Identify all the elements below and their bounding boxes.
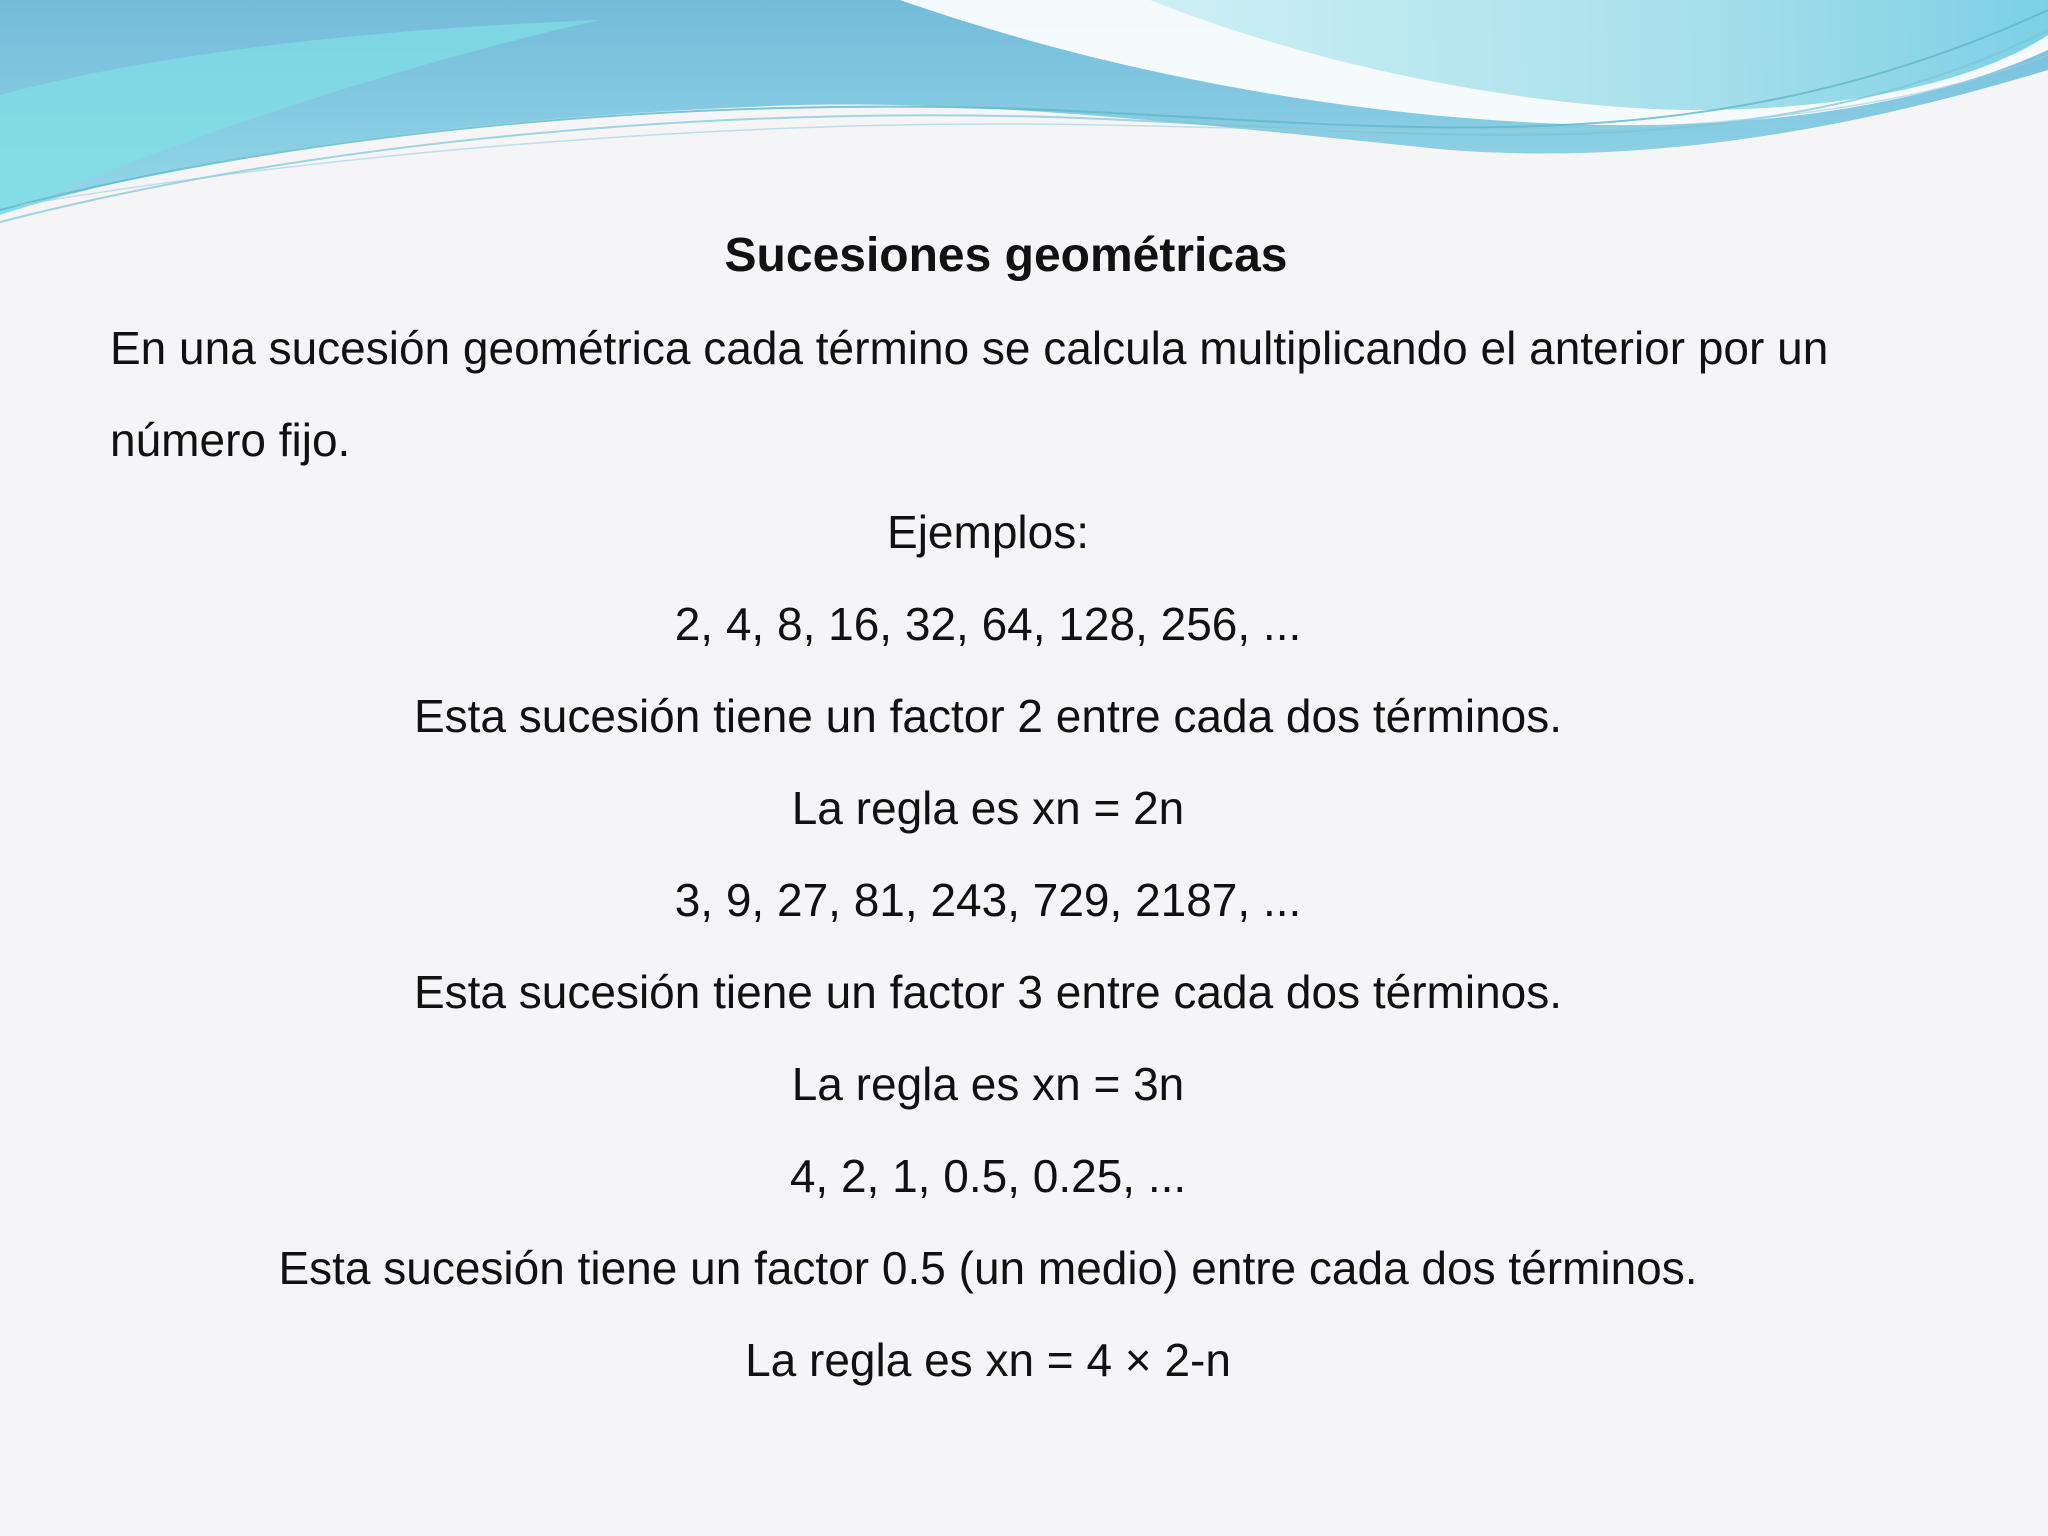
example-3-sequence: 4, 2, 1, 0.5, 0.25, ... [789,1150,1187,1202]
header-wave-decoration [0,0,2048,240]
example-3-rule: La regla es xn = 4 × 2-n [745,1334,1231,1386]
example-3-description: Esta sucesión tiene un factor 0.5 (un medio) entre cada dos términos. [278,1242,1698,1294]
example-2-rule: La regla es xn = 3n [791,1058,1185,1110]
example-2-sequence: 3, 9, 27, 81, 243, 729, 2187, ... [674,874,1302,926]
slide-title: Sucesiones geométricas [724,229,1288,282]
example-1-description: Esta sucesión tiene un factor 2 entre cada dos términos. [413,690,1563,742]
examples-heading: Ejemplos: [887,506,1089,558]
slide-content [0,210,2048,1406]
example-2-description: Esta sucesión tiene un factor 3 entre cada dos términos. [413,966,1563,1018]
example-1-rule: La regla es xn = 2n [791,782,1185,834]
example-1-sequence: 2, 4, 8, 16, 32, 64, 128, 256, ... [674,598,1302,650]
intro-paragraph: En una sucesión geométrica cada término se calcula multiplicando el anterior por un número fijo. [110,322,1829,466]
